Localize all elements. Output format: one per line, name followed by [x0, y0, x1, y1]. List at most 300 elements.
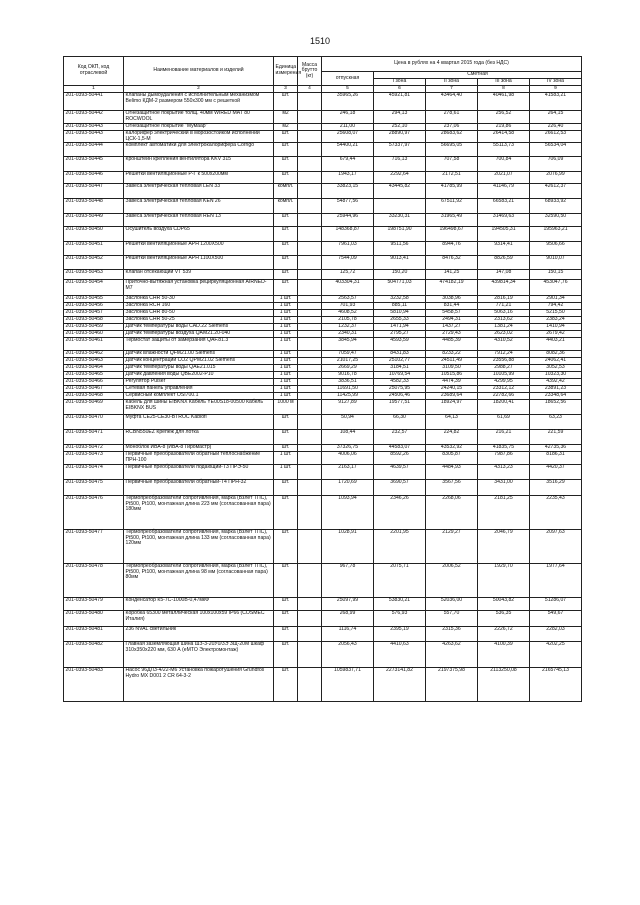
row-zone-2-price: 8233,22 [426, 351, 478, 358]
row-release-price: 54400,21 [322, 143, 374, 157]
row-code: 201-0393-50464 [64, 365, 124, 372]
row-code: 201-0393-50446 [64, 172, 124, 184]
row-zone-1-price: 3232,58 [374, 296, 426, 303]
row-zone-2-price: 10515,86 [426, 372, 478, 379]
row-unit: шт. [274, 131, 298, 143]
row-name: Датчик температуры воды QAE21.015 [124, 365, 274, 372]
row-zone-1-price: 2795,27 [374, 331, 426, 338]
row-name: Заслонка CHR 50-30 [124, 296, 274, 303]
row-unit: шт. [274, 157, 298, 172]
row-code: 201-0393-50482 [64, 642, 124, 668]
row-zone-2-price: 3109,50 [426, 365, 478, 372]
row-zone-1-price: 2395,19 [374, 627, 426, 642]
column-index-cell: 3 [274, 86, 298, 93]
row-code: 201-0393-50483 [64, 668, 124, 702]
header-estimate-price: Сметная [374, 72, 582, 79]
row-zone-2-price: 224,82 [426, 430, 478, 445]
row-zone-1-price: 2075,71 [374, 564, 426, 598]
header-unit: Единица измерения [274, 57, 298, 86]
column-index-cell: 2 [124, 86, 274, 93]
row-zone-3-price: 55113,73 [478, 143, 530, 157]
table-row [64, 564, 582, 598]
row-name: Приточно-вытяжная установка рециркуляционная AIRNED-M7 [124, 280, 274, 296]
row-name: Первичные преобразователи обратный-Т4 ПРН-32 [124, 480, 274, 496]
row-zone-3-price: 4100,39 [478, 642, 530, 668]
header-name: Наименование материалов и изделий [124, 57, 274, 86]
row-code: 201-0393-50447 [64, 184, 124, 199]
row-zone-1-price: 5810,94 [374, 310, 426, 317]
header-mass: Масса брутто (кг) [298, 57, 322, 86]
row-release-price: 4006,06 [322, 452, 374, 465]
row-code: 201-0393-50443 [64, 131, 124, 143]
row-zone-1-price: 43445,82 [374, 184, 426, 199]
row-release-price: 33823,15 [322, 184, 374, 199]
row-mass [298, 480, 322, 496]
row-zone-2-price: 67511,92 [426, 199, 478, 214]
table-row [64, 256, 582, 270]
row-zone-3-price: 41835,75 [478, 445, 530, 452]
row-mass [298, 351, 322, 358]
row-code: 201-0393-50450 [64, 227, 124, 242]
row-zone-1-price: 25102,77 [374, 358, 426, 365]
row-zone-4-price: 2235,43 [530, 496, 582, 530]
row-mass [298, 564, 322, 598]
row-zone-2-price: 141,25 [426, 270, 478, 280]
header-zone-4: IV зона [530, 79, 582, 86]
row-release-price: 967,78 [322, 564, 374, 598]
row-zone-4-price: 2097,63 [530, 530, 582, 564]
row-zone-1-price: 3184,51 [374, 365, 426, 372]
row-code: 201-0393-50467 [64, 386, 124, 393]
table-row [64, 214, 582, 227]
row-mass [298, 303, 322, 310]
row-code: 201-0393-50457 [64, 310, 124, 317]
row-zone-3-price: 2816,19 [478, 296, 530, 303]
row-zone-3-price: 147,08 [478, 270, 530, 280]
row-mass [298, 157, 322, 172]
row-zone-3-price: 50043,82 [478, 598, 530, 611]
row-zone-4-price: 24062,41 [530, 358, 582, 365]
row-code: 201-0393-50442 [64, 111, 124, 124]
row-unit: 1 шт. [274, 338, 298, 351]
row-name: Комплект автоматики для электрокалорифера Corrigo [124, 143, 274, 157]
row-unit: 1 шт. [274, 351, 298, 358]
row-zone-3-price: 216,21 [478, 430, 530, 445]
row-zone-4-price: 2679,42 [530, 331, 582, 338]
row-zone-1-price: 66,30 [374, 415, 426, 430]
row-name: Заслонка CHR 80-50 [124, 310, 274, 317]
row-release-price: 1059837,71 [322, 668, 374, 702]
row-code: 201-0393-50441 [64, 93, 124, 111]
row-zone-3-price: 3431,00 [478, 480, 530, 496]
row-name: Кабель для шины EIBKNX Кабель YE00S18-00500 Кабель EIBKNX BUS [124, 400, 274, 415]
row-release-price: 1943,17 [322, 172, 374, 184]
row-unit: 1 шт. [274, 372, 298, 379]
row-name: Заслонка RCH 160 [124, 303, 274, 310]
row-zone-3-price: 41146,79 [478, 184, 530, 199]
column-index-cell: 7 [426, 86, 478, 93]
row-unit: шт. [274, 270, 298, 280]
row-unit: 1 шт. [274, 379, 298, 386]
row-mass [298, 379, 322, 386]
row-code: 201-0393-50449 [64, 214, 124, 227]
row-code: 201-0393-50458 [64, 317, 124, 324]
row-zone-4-price: 3052,53 [530, 365, 582, 372]
row-zone-1-price: 4410,63 [374, 642, 426, 668]
row-unit: 1 шт. [274, 296, 298, 303]
row-name: Термопреобразователи сопротивления, марка (Взлет ТПС), Pt500, Pt100, монтажная длина 133 мм (согласованная пара) 120мм [124, 530, 274, 564]
row-code: 201-0393-50475 [64, 480, 124, 496]
row-mass [298, 331, 322, 338]
row-zone-3-price: 40461,98 [478, 93, 530, 111]
row-mass [298, 310, 322, 317]
row-zone-4-price: 8186,31 [530, 452, 582, 465]
row-code: 201-0393-50444 [64, 143, 124, 157]
row-release-price: 21017,25 [322, 358, 374, 365]
row-release-price: 125,72 [322, 270, 374, 280]
row-mass [298, 242, 322, 256]
row-unit: шт. [274, 496, 298, 530]
row-code: 201-0393-50466 [64, 379, 124, 386]
row-zone-1-price: 25075,95 [374, 386, 426, 393]
table-row [64, 530, 582, 564]
row-name: Датчик температуры воды CAD.22 Siemens [124, 324, 274, 331]
row-mass [298, 358, 322, 365]
row-zone-2-price: 23689,64 [426, 393, 478, 400]
row-zone-4-price: 4420,37 [530, 465, 582, 480]
row-release-price: 3845,94 [322, 338, 374, 351]
row-zone-1-price: 4593,59 [374, 338, 426, 351]
row-zone-2-price: 2197375,98 [426, 668, 478, 702]
row-zone-3-price: 8826,59 [478, 256, 530, 270]
row-release-price: 4608,52 [322, 310, 374, 317]
header-release-price: отпускная [322, 72, 374, 86]
row-mass [298, 430, 322, 445]
row-name: Сетевая панель управления [124, 386, 274, 393]
row-zone-3-price: 2988,27 [478, 365, 530, 372]
row-zone-4-price: 1410,94 [530, 324, 582, 331]
table-row [64, 157, 582, 172]
row-unit: 1 шт. [274, 365, 298, 372]
column-index-cell: 5 [322, 86, 374, 93]
row-release-price: 1028,91 [322, 530, 374, 564]
row-mass [298, 668, 322, 702]
row-code: 201-0393-50474 [64, 465, 124, 480]
row-release-price: 679,44 [322, 157, 374, 172]
row-mass [298, 317, 322, 324]
row-zone-4-price: 4403,21 [530, 338, 582, 351]
row-code: 201-0393-50463 [64, 358, 124, 365]
row-zone-4-price: 1977,64 [530, 564, 582, 598]
row-name: Кронштейн крепления вентилятора KKV 315 [124, 157, 274, 172]
row-zone-4-price: 2383,24 [530, 317, 582, 324]
row-name: Огнезащитное покрытие "Мумаар" [124, 124, 274, 131]
row-release-price: 2056,43 [322, 642, 374, 668]
table-body [64, 93, 582, 702]
row-mass [298, 199, 322, 214]
row-zone-3-price: 18200,41 [478, 400, 530, 415]
row-zone-1-price: 19577,51 [374, 400, 426, 415]
row-zone-2-price: 18924,97 [426, 400, 478, 415]
table-row [64, 93, 582, 111]
row-zone-2-price: 2129,27 [426, 530, 478, 564]
row-mass [298, 111, 322, 124]
row-zone-3-price: 23312,12 [478, 386, 530, 393]
row-unit: шт. [274, 564, 298, 598]
row-unit: шт. [274, 530, 298, 564]
row-mass [298, 445, 322, 452]
row-mass [298, 256, 322, 270]
row-zone-1-price: 252,10 [374, 124, 426, 131]
row-unit: 1 шт. [274, 303, 298, 310]
table-row [64, 480, 582, 496]
row-unit: шт. [274, 143, 298, 157]
row-zone-2-price: 43532,92 [426, 445, 478, 452]
row-release-price: 2105,78 [322, 317, 374, 324]
row-name: Решетки вентиляционные АРН 1100Х500 [124, 256, 274, 270]
row-mass [298, 598, 322, 611]
row-release-price: 268,99 [322, 611, 374, 627]
header-zone-1: I зона [374, 79, 426, 86]
table-row [64, 111, 582, 124]
row-zone-4-price: 26612,53 [530, 131, 582, 143]
row-unit: шт. [274, 445, 298, 452]
table-row [64, 242, 582, 256]
row-unit: 1 шт. [274, 386, 298, 393]
row-zone-3-price: 1381,24 [478, 324, 530, 331]
row-zone-2-price: 474182,19 [426, 280, 478, 296]
row-unit: шт. [274, 280, 298, 296]
row-zone-2-price: 8476,32 [426, 256, 478, 270]
row-unit: шт. [274, 256, 298, 270]
row-zone-3-price: 4310,52 [478, 338, 530, 351]
row-code: 201-0393-50473 [64, 452, 124, 465]
row-zone-4-price: 2901,34 [530, 296, 582, 303]
row-zone-3-price: 2313,62 [478, 317, 530, 324]
row-zone-2-price: 557,70 [426, 611, 478, 627]
row-zone-4-price: 706,09 [530, 157, 582, 172]
row-zone-3-price: 2226,72 [478, 627, 530, 642]
row-release-price: 7544,09 [322, 256, 374, 270]
row-unit: шт. [274, 172, 298, 184]
row-unit: 1 шт. [274, 310, 298, 317]
row-zone-4-price: 150,15 [530, 270, 582, 280]
table-row [64, 184, 582, 199]
row-mass [298, 386, 322, 393]
row-name: Датчик давления воды QBE2002-P10 [124, 372, 274, 379]
row-unit: шт. [274, 415, 298, 430]
row-zone-3-price: 26414,58 [478, 131, 530, 143]
page-number: 1510 [309, 36, 331, 46]
row-mass [298, 227, 322, 242]
row-release-price: 1720,69 [322, 480, 374, 496]
row-mass [298, 496, 322, 530]
row-release-price: 9127,89 [322, 400, 374, 415]
row-name: Первичные преобразователи обратный теплоснабжение ПРН-100 [124, 452, 274, 465]
row-zone-1-price: 57337,97 [374, 143, 426, 157]
row-zone-1-price: 1471,94 [374, 324, 426, 331]
row-name: Осушитель воздуха CDP65 [124, 227, 274, 242]
row-name: Коробка 65300 металлическая 100х100х59 IP66 (COSMEC Италия) [124, 611, 274, 627]
row-zone-4-price: 794,42 [530, 303, 582, 310]
row-zone-3-price: 61,69 [478, 415, 530, 430]
row-code: 201-0393-50448 [64, 199, 124, 214]
table-row [64, 415, 582, 430]
price-table [63, 56, 582, 702]
row-zone-2-price: 2172,51 [426, 172, 478, 184]
table-row [64, 452, 582, 465]
row-mass [298, 400, 322, 415]
row-release-price: 2340,31 [322, 331, 374, 338]
header-price-group: Цена в рублях на 4 квартал 2015 года (без НДС) [322, 57, 582, 72]
row-zone-3-price: 256,52 [478, 111, 530, 124]
row-name: Огнезащитное покрытие толщ. 40мм WIRED MAT 80 ROCWOOL [124, 111, 274, 124]
row-zone-4-price: 5215,50 [530, 310, 582, 317]
row-unit: 1 шт. [274, 393, 298, 400]
row-release-price: 50,94 [322, 415, 374, 430]
row-zone-4-price: 23891,23 [530, 386, 582, 393]
row-name: Датчик температуры воздуха QAM21.20-040 [124, 331, 274, 338]
row-zone-3-price: 2046,79 [478, 530, 530, 564]
row-name: Решетки вентиляционные Р-Г к 500х200мм [124, 172, 274, 184]
row-zone-4-price: 32590,50 [530, 214, 582, 227]
row-code: 201-0393-50456 [64, 303, 124, 310]
row-zone-3-price: 2623,02 [478, 331, 530, 338]
row-mass [298, 131, 322, 143]
row-unit: 1 шт. [274, 331, 298, 338]
row-release-price: 11425,99 [322, 393, 374, 400]
row-zone-4-price: 63,23 [530, 415, 582, 430]
row-name: Калорифер электрический в морозостойком исполнении ЦСК-1,5-М [124, 131, 274, 143]
row-zone-2-price: 3567,56 [426, 480, 478, 496]
row-zone-1-price: 4639,57 [374, 465, 426, 480]
table-row [64, 143, 582, 157]
row-zone-4-price: 18652,56 [530, 400, 582, 415]
row-unit: шт. [274, 93, 298, 111]
row-zone-2-price: 24240,15 [426, 386, 478, 393]
row-zone-4-price: 453047,76 [530, 280, 582, 296]
row-name: Завеса электрическая тепловая REN 13 [124, 214, 274, 227]
row-release-price: 2563,57 [322, 296, 374, 303]
row-zone-4-price: 2076,99 [530, 172, 582, 184]
row-zone-4-price: 9506,66 [530, 242, 582, 256]
row-zone-4-price: 51286,07 [530, 598, 582, 611]
row-release-price: 11691,50 [322, 386, 374, 393]
column-index-cell: 8 [478, 86, 530, 93]
row-code: 201-0393-50479 [64, 598, 124, 611]
row-release-price: 403304,31 [322, 280, 374, 296]
row-release-price: 7961,03 [322, 242, 374, 256]
row-zone-1-price: 9013,41 [374, 256, 426, 270]
row-mass [298, 296, 322, 303]
row-release-price: 148368,87 [322, 227, 374, 242]
row-code: 201-0393-50445 [64, 157, 124, 172]
table-row [64, 465, 582, 480]
table-row [64, 668, 582, 702]
row-name: RCBN550EZ Крепеж для лотка [124, 430, 274, 445]
row-code: 201-0393-50471 [64, 430, 124, 445]
row-release-price: 54877,56 [322, 199, 374, 214]
row-zone-3-price: 5063,16 [478, 310, 530, 317]
row-unit: шт. [274, 480, 298, 496]
row-name: Регулятор Pulser [124, 379, 274, 386]
row-zone-2-price: 31965,49 [426, 214, 478, 227]
row-code: 201-0393-50481 [64, 627, 124, 642]
row-zone-1-price: 44583,07 [374, 445, 426, 452]
row-code: 201-0393-50472 [64, 445, 124, 452]
table-row [64, 338, 582, 351]
row-zone-1-price: 28890,97 [374, 131, 426, 143]
row-zone-4-price: 9010,07 [530, 256, 582, 270]
row-code: 201-0393-50443 [64, 124, 124, 131]
row-zone-2-price: 1437,27 [426, 324, 478, 331]
row-zone-3-price: 2113250,08 [478, 668, 530, 702]
header-code: Код ОКП, код отраслевой [64, 57, 124, 86]
row-zone-4-price: 2282,03 [530, 627, 582, 642]
row-name: Конденсатор К5-7С-1000В-0,47мкФ [124, 598, 274, 611]
row-zone-2-price: 56695,05 [426, 143, 478, 157]
row-zone-2-price: 52036,00 [426, 598, 478, 611]
row-mass [298, 393, 322, 400]
row-zone-2-price: 28683,62 [426, 131, 478, 143]
row-zone-1-price: 4582,33 [374, 379, 426, 386]
row-name: 236 NVAL светильник [124, 627, 274, 642]
row-zone-2-price: 831,44 [426, 303, 478, 310]
row-zone-2-price: 2494,31 [426, 317, 478, 324]
row-mass [298, 627, 322, 642]
row-zone-1-price: 45921,81 [374, 93, 426, 111]
row-mass [298, 365, 322, 372]
row-zone-2-price: 237,06 [426, 124, 478, 131]
row-zone-4-price: 10323,30 [530, 372, 582, 379]
row-mass [298, 452, 322, 465]
table-row [64, 611, 582, 627]
row-mass [298, 338, 322, 351]
row-unit: м2 [274, 111, 298, 124]
row-zone-3-price: 700,84 [478, 157, 530, 172]
row-code: 201-0393-50459 [64, 324, 124, 331]
row-unit: компл. [274, 184, 298, 199]
row-code: 201-0393-50455 [64, 296, 124, 303]
row-code: 201-0393-50451 [64, 242, 124, 256]
row-zone-2-price: 2315,36 [426, 627, 478, 642]
row-zone-3-price: 9314,41 [478, 242, 530, 256]
row-zone-1-price: 885,11 [374, 303, 426, 310]
row-code: 201-0393-50468 [64, 393, 124, 400]
row-zone-1-price: 10769,54 [374, 372, 426, 379]
row-release-price: 25608,07 [322, 131, 374, 143]
row-release-price: 108,44 [322, 430, 374, 445]
row-zone-2-price: 24511,49 [426, 358, 478, 365]
row-code: 201-0393-50470 [64, 415, 124, 430]
row-zone-3-price: 22782,66 [478, 393, 530, 400]
row-unit: шт. [274, 642, 298, 668]
row-mass [298, 172, 322, 184]
row-mass [298, 530, 322, 564]
row-name: Муфта CE25-CE30-BTROC Kabiofl [124, 415, 274, 430]
row-zone-1-price: 716,13 [374, 157, 426, 172]
row-code: 201-0393-50480 [64, 611, 124, 627]
row-zone-1-price: 9511,56 [374, 242, 426, 256]
row-zone-3-price: 219,86 [478, 124, 530, 131]
column-index-cell: 1 [64, 86, 124, 93]
row-mass [298, 280, 322, 296]
row-zone-3-price: 31469,63 [478, 214, 530, 227]
table-row [64, 627, 582, 642]
row-zone-1-price: 232,57 [374, 430, 426, 445]
table-row [64, 642, 582, 668]
row-release-price: 1116,74 [322, 627, 374, 642]
